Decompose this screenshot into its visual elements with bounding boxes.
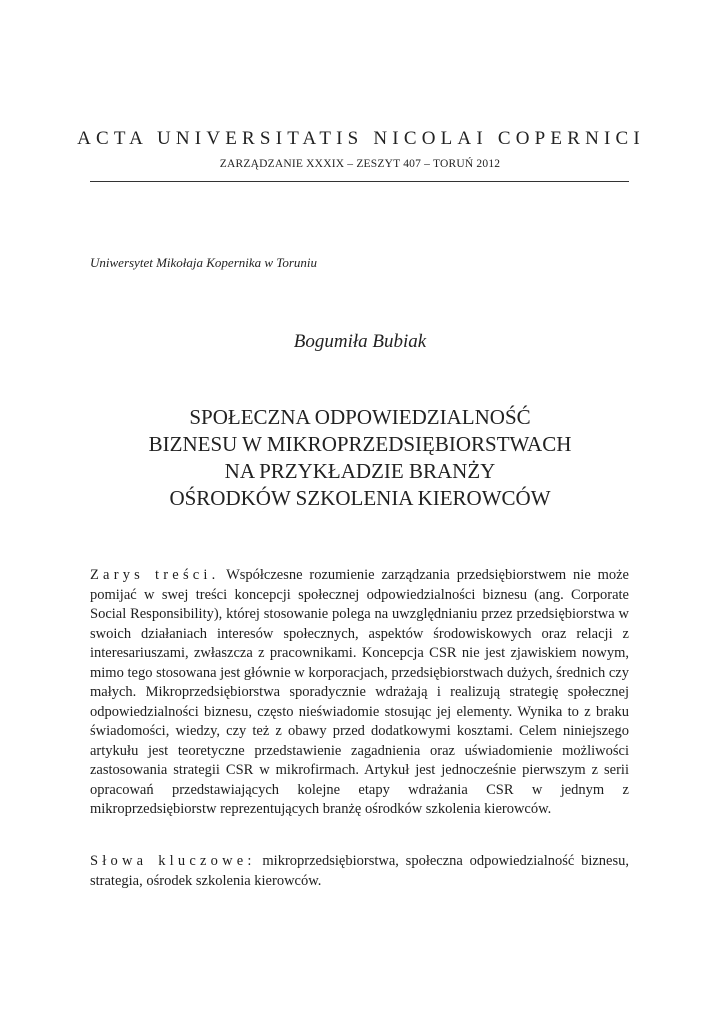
affiliation: Uniwersytet Mikołaja Kopernika w Toruniu [90,255,318,270]
abstract [90,566,629,820]
title-line-2: BIZNESU W MIKROPRZEDSIĘBIORSTWACH [148,432,572,456]
abstract-label: Zarys treści. [90,567,220,583]
keywords-text: mikroprzedsiębiorstwa, społeczna odpowiedzialność biznesu, strategia, ośrodek szkolenia kierowców. [90,853,630,889]
abstract-text: Współczesne rozumienie zarządzania przedsiębiorstwem nie może pomijać w swej treści koncepcji społecznej odpowiedzialności biznesu (ang. Corporate Social Responsibility), której stosowanie polega na uwzględnianiu przez przedsiębiorstwa w swoich działaniach interesów społecznych, aspektów środowiskowych oraz relacji z interesariuszami, zwłaszcza z pracownikami. Koncepcja CSR nie jest zjawiskiem nowym, mimo tego stosowana jest głównie w korporacjach, przedsiębiorstwach dużych, średnich czy małych. Mikroprzedsiębiorstwa sporadycznie wdrażają i realizują strategię społecznej odpowiedzialności biznesu, często nieświadomie stosując jej elementy. Wynika to z braku świadomości, wiedzy, czy też z obawy przed dodatkowymi kosztami. Celem niniejszego artykułu jest teoretyczne przedstawienie zagadnienia oraz uświadomienie możliwości zastosowania strategii CSR w mikrofirmach. Artykuł jest jednocześnie pierwszym z serii opracowań przedstawiających kolejne etapy wdrażania CSR w jednym z mikroprzedsiębiorstw reprezentujących branżę ośrodków szkolenia kierowców. [90,567,629,817]
title-line-1: SPOŁECZNA ODPOWIEDZIALNOŚĆ [189,405,531,429]
keywords [90,852,629,891]
issue-line: ZARZĄDZANIE XXXIX – ZESZYT 407 – TORUŃ 2012 [219,158,501,170]
keywords-label: Słowa kluczowe: [90,853,256,869]
article-title [90,404,630,512]
header-rule [90,181,629,182]
author-name: Bogumiła Bubiak [293,331,427,352]
title-line-4: OŚRODKÓW SZKOLENIA KIEROWCÓW [169,486,551,510]
journal-name: ACTA UNIVERSITATIS NICOLAI COPERNICI [77,128,645,149]
title-line-3: NA PRZYKŁADZIE BRANŻY [224,459,496,483]
